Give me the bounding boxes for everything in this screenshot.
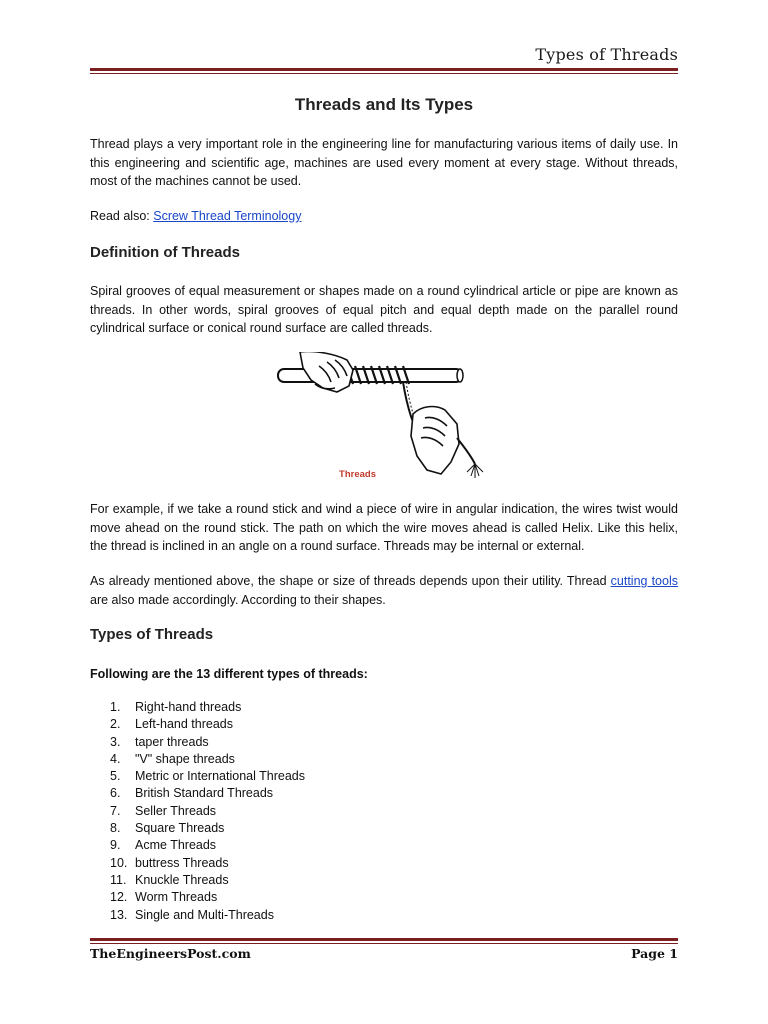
list-item-label: Acme Threads [135,838,217,853]
shape-paragraph [90,572,678,609]
definition-heading: Definition of Threads [90,244,240,261]
list-item-number: 2. [110,717,121,732]
list-item [110,837,305,854]
list-item [110,872,305,889]
threads-illustration [275,352,493,484]
list-item-label: Left-hand threads [135,717,233,732]
threads-figure [275,352,493,484]
header-title: Types of Threads [535,45,678,64]
footer-site-name: TheEngineersPost.com [90,946,251,961]
screw-thread-terminology-link[interactable]: Screw Thread Terminology [153,209,302,223]
list-item-label: Seller Threads [135,803,217,818]
shape-text-before: As already mentioned above, the shape or size of threads depends upon their utility. Thread [90,574,611,588]
types-intro: Following are the 13 different types of threads: [90,667,368,681]
list-item-number: 10. [110,855,128,870]
read-also-prefix: Read also: [90,209,154,223]
list-item-label: Square Threads [135,821,225,836]
cutting-tools-link[interactable]: cutting tools [610,574,678,588]
shape-text-after: are also made accordingly. According to their shapes. [90,592,386,607]
list-item-label: Worm Threads [135,890,218,905]
list-item-label: Right-hand threads [135,700,242,714]
list-item-number: 4. [110,751,121,766]
list-item-number: 13. [110,907,128,922]
list-item-number: 3. [110,734,121,749]
figure-caption: Threads [339,469,376,480]
list-item-number: 11. [110,872,127,887]
definition-paragraph: Spiral grooves of equal measurement or shapes made on a round cylindrical article or pipe are known as threads. In other words, spiral grooves of equal pitch and equal depth made on the parallel round cylindrical surface or conical round surface are called threads. [90,284,678,335]
list-item [110,820,305,837]
list-item-label: Metric or International Threads [135,769,305,784]
list-item [110,734,305,751]
read-also-line [90,207,678,226]
list-item-number: 12. [110,890,128,905]
document-title: Threads and Its Types [294,95,474,114]
list-item-label: British Standard Threads [135,786,274,801]
list-item-number: 5. [110,769,121,784]
list-item [110,889,305,906]
list-item-label: buttress Threads [135,855,229,870]
list-item-number: 7. [110,803,121,818]
list-item [110,716,305,733]
list-item-number: 6. [110,786,121,801]
list-item [110,699,305,716]
footer-page-number: Page 1 [631,946,678,961]
footer-divider [90,938,678,944]
list-item-number: 8. [110,821,121,836]
intro-paragraph: Thread plays a very important role in the engineering line for manufacturing various items of daily use. In this engineering and scientific age, machines are used every moment at every stage. Without threads, most of the machines cannot be used. [90,137,678,188]
list-item [110,855,305,872]
list-item-label: "V" shape threads [135,751,235,766]
list-item-label: taper threads [135,734,209,749]
list-item [110,751,305,768]
list-item-number: 1. [110,700,121,714]
thread-types-list [110,699,305,924]
list-item [110,907,305,924]
list-item-number: 9. [110,838,121,853]
example-paragraph: For example, if we take a round stick and wind a piece of wire in angular indication, the wires twist would move ahead on the round stick. The path on which the wire moves ahead is called Helix. Like this helix, the thread is inclined in an angle on a round surface. Threads may be internal or external. [90,502,678,553]
list-item-label: Knuckle Threads [135,872,229,887]
list-item [110,785,305,802]
list-item [110,803,305,820]
types-heading: Types of Threads [90,626,214,643]
list-item-label: Single and Multi-Threads [135,907,274,922]
list-item [110,768,305,785]
header-divider [90,68,678,74]
